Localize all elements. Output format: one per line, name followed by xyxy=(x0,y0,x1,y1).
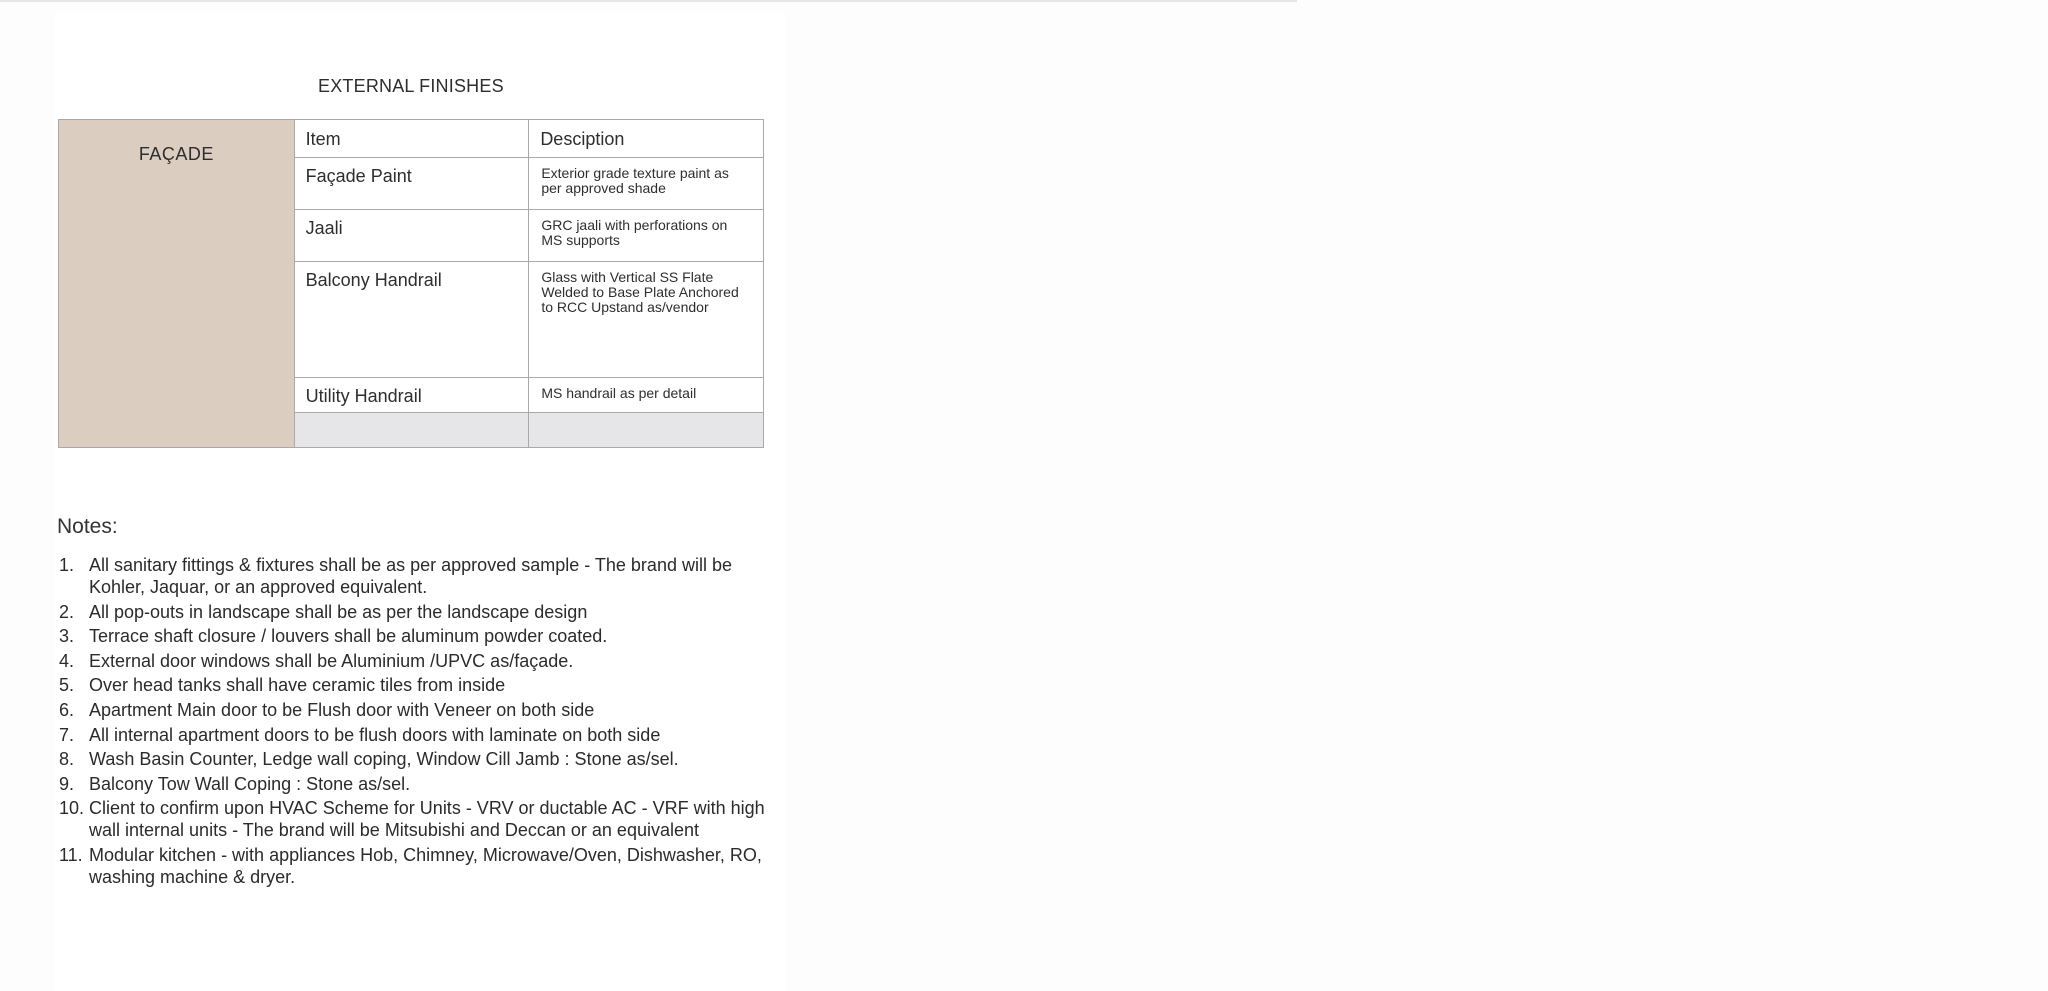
item-name: Jaali xyxy=(305,218,343,238)
item-name: Façade Paint xyxy=(305,166,412,186)
note-text: Over head tanks shall have ceramic tiles from inside xyxy=(89,675,506,696)
item-description: GRC jaali with perforations on MS supports xyxy=(541,217,728,248)
item-cell xyxy=(294,262,529,378)
note-number: 11. xyxy=(59,844,83,865)
note-number: 7. xyxy=(59,724,75,745)
item-description: Glass with Vertical SS Flate Welded to Base Plate Anchored to RCC Upstand as/vendor xyxy=(541,269,739,315)
item-cell xyxy=(294,158,529,210)
note-item xyxy=(57,650,777,672)
item-description: Exterior grade texture paint as per approved shade xyxy=(541,165,729,196)
note-number: 3. xyxy=(59,626,75,647)
item-description xyxy=(529,413,763,421)
note-text: All internal apartment doors to be flush doors with laminate on both side xyxy=(89,724,661,745)
note-item xyxy=(57,797,777,841)
notes-title: Notes: xyxy=(57,515,118,538)
header-description xyxy=(529,120,764,158)
item-name: Balcony Handrail xyxy=(305,270,442,290)
item-description: MS handrail as per detail xyxy=(541,385,697,401)
note-item xyxy=(57,724,777,746)
note-item xyxy=(57,748,777,770)
category-cell xyxy=(59,120,295,448)
table-header-row xyxy=(59,120,764,158)
note-text: Modular kitchen - with appliances Hob, Chimney, Microwave/Oven, Dishwasher, RO, washing machine & dryer. xyxy=(89,844,762,887)
note-text: All sanitary fittings & fixtures shall be as per approved sample - The brand will be Kohler, Jaquar, or an approved equivalent. xyxy=(89,555,732,597)
note-item xyxy=(57,773,777,795)
top-divider xyxy=(0,0,1297,2)
note-item xyxy=(57,601,777,623)
item-cell xyxy=(294,413,529,448)
item-name xyxy=(295,413,529,421)
item-cell xyxy=(294,210,529,262)
note-text: Balcony Tow Wall Coping : Stone as/sel. xyxy=(89,773,411,794)
description-cell xyxy=(529,413,764,448)
description-cell xyxy=(529,158,764,210)
note-number: 2. xyxy=(59,601,75,622)
note-item xyxy=(57,625,777,647)
section-title: EXTERNAL FINISHES xyxy=(318,76,504,96)
note-item xyxy=(57,699,777,721)
note-text: All pop-outs in landscape shall be as per the landscape design xyxy=(89,601,588,622)
note-item xyxy=(57,554,777,598)
note-text: Wash Basin Counter, Ledge wall coping, Window Cill Jamb : Stone as/sel. xyxy=(89,749,679,770)
note-text: Apartment Main door to be Flush door with Veneer on both side xyxy=(89,699,595,720)
note-number: 5. xyxy=(59,675,75,696)
note-number: 6. xyxy=(59,699,75,720)
external-finishes-table xyxy=(58,119,764,448)
note-number: 4. xyxy=(59,650,75,671)
description-cell xyxy=(529,378,764,413)
note-number: 1. xyxy=(59,555,75,575)
note-number: 9. xyxy=(59,773,75,794)
description-cell xyxy=(529,262,764,378)
note-text: External door windows shall be Aluminium /UPVC as/façade. xyxy=(89,650,574,671)
header-description-label: Desciption xyxy=(540,129,625,149)
header-item-label: Item xyxy=(305,129,341,149)
header-item xyxy=(294,120,529,158)
note-number: 8. xyxy=(59,749,75,770)
notes-list xyxy=(57,554,777,891)
note-text: Client to confirm upon HVAC Scheme for Units - VRV or ductable AC - VRF with high wall internal units - The brand will be Mitsubishi and Deccan or an equivalent xyxy=(89,798,765,841)
note-item xyxy=(57,844,777,888)
item-name: Utility Handrail xyxy=(305,386,422,406)
note-number: 10. xyxy=(59,798,85,819)
note-text: Terrace shaft closure / louvers shall be aluminum powder coated. xyxy=(89,626,608,647)
item-cell xyxy=(294,378,529,413)
note-item xyxy=(57,674,777,696)
description-cell xyxy=(529,210,764,262)
category-label: FAÇADE xyxy=(138,144,214,164)
